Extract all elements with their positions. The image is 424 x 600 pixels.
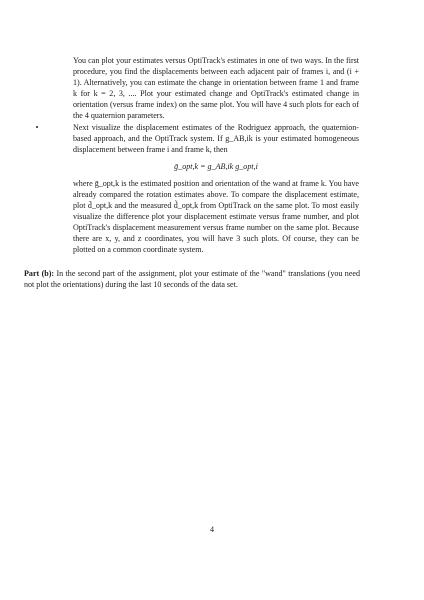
bullet-text: Next visualize the displacement estimates of the Rodriguez approach, the quaternion-based approach, and the OptiTrack system. If g_AB,ik is your estimated homogeneous displacement between frame i and frame k, then — [73, 123, 359, 154]
bullet-icon: • — [35, 123, 39, 132]
part-b-label: Part (b): — [24, 269, 55, 278]
bullet-item-displacement — [35, 122, 359, 155]
paragraph-plot-estimates: You can plot your estimates versus OptiTrack's estimates in one of two ways. In the first procedure, you find the displacements between each adjacent pair of frames i, and (i + 1). Alternatively, you can estimate the change in orientation between frame 1 and frame k for k = 2, 3, .... Plot your estimated change and OptiTrack's estimated change in orientation (versus frame index) on the same plot. You will have 4 such plots for each of the 4 quaternion parameters. — [73, 56, 359, 120]
paragraph-compare-displacement: where ḡ_opt,k is the estimated position and orientation of the wand at frame k. You have already compared the rotation estimates above. To compare the displacement estimate, plot d̄_opt,k and the measured d̃_opt,k from OptiTrack on the same plot. To most easily visualize the difference plot your displacement estimate versus frame number, and plot OptiTrack's displacement measurement versus frame number on the same plot. Because there are x, y, and z coordinates, you will have 3 such plots. Of course, they can be plotted on a common coordinate system. — [73, 179, 359, 254]
page-number: 4 — [210, 525, 214, 534]
part-b-text: In the second part of the assignment, plot your estimate of the "wand" translations (you need not plot the orientations) during the last 10 seconds of the data set. — [24, 269, 360, 289]
equation: ḡ_opt,k = g_AB,ik g_opt,i — [174, 162, 258, 171]
part-b-paragraph — [24, 268, 360, 290]
